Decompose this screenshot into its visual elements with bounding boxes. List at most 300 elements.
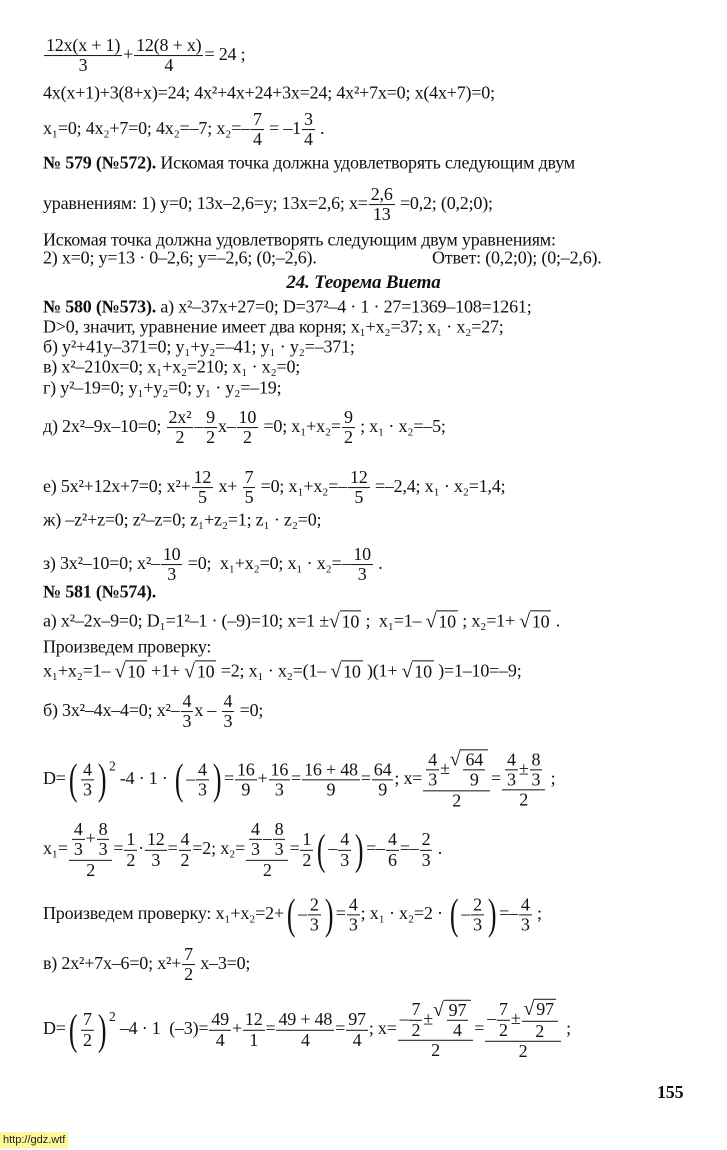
math-text: – [262, 827, 272, 848]
numerator [346, 1010, 368, 1030]
fraction [243, 1010, 265, 1050]
fraction [302, 110, 315, 150]
parenthesized-group [284, 891, 336, 939]
math-text: 97 [448, 999, 467, 1020]
right-paren-icon: ) [97, 1006, 107, 1054]
denominator [497, 1020, 510, 1039]
numerator [502, 750, 545, 791]
math-text: 3 [421, 849, 431, 870]
denominator [426, 770, 439, 789]
math-text: – [298, 903, 307, 924]
math-text: з) 3x²–10=0; x²– [43, 553, 160, 574]
denominator [351, 566, 373, 585]
fraction [69, 820, 113, 880]
radicand [534, 999, 556, 1020]
fraction [351, 545, 373, 585]
math-text: 10 [438, 611, 456, 632]
math-text: 16 [236, 759, 255, 780]
numerator [235, 760, 257, 780]
math-text: 3 [520, 914, 530, 935]
math-text: = [224, 768, 234, 789]
math-text: )(1+ [362, 660, 402, 681]
radical-sign-icon: √ [114, 660, 126, 683]
math-text: = [291, 768, 302, 789]
paren-content [461, 895, 485, 935]
numerator [243, 1010, 265, 1030]
math-text: =2; x₂= [192, 838, 246, 859]
math-text: ± [423, 1007, 433, 1028]
denominator [346, 1031, 368, 1050]
left-paren-icon: ( [68, 1006, 78, 1054]
numerator [347, 895, 360, 915]
math-text: 5 [354, 487, 364, 508]
math-text: ; [546, 768, 556, 789]
numerator [308, 895, 321, 915]
math-text: = [335, 903, 346, 924]
math-text: 3 [507, 769, 516, 790]
math-text: Произведем проверку: [43, 636, 212, 657]
equation-line [43, 749, 555, 810]
math-text: 16 + 48 [304, 759, 358, 780]
square-root [450, 749, 488, 790]
math-text: 97 [348, 1009, 366, 1030]
numerator [302, 110, 315, 130]
denominator [369, 206, 395, 225]
math-text: 4 [340, 829, 350, 850]
denominator [502, 791, 545, 810]
math-text: – [399, 1007, 409, 1028]
math-text: 2 [519, 789, 529, 810]
fraction [426, 750, 439, 790]
math-text: 2 [309, 894, 319, 915]
fraction [192, 468, 214, 508]
numerator [81, 1010, 94, 1030]
math-text: – [487, 1007, 497, 1028]
numerator [167, 408, 194, 428]
fraction [369, 185, 395, 225]
radical-sign-icon: √ [401, 660, 413, 683]
math-text: б) 3x²–4x–4=0; x²– [43, 700, 180, 721]
fraction [182, 945, 195, 985]
numerator [192, 468, 214, 488]
denominator [269, 781, 291, 800]
numerator [204, 408, 217, 428]
denominator [302, 131, 315, 150]
math-text: 9 [343, 407, 353, 428]
math-text: x–3=0; [195, 953, 251, 974]
numerator [369, 185, 395, 205]
page-number: 155 [657, 1082, 684, 1102]
denominator [522, 1021, 558, 1040]
radical-sign-icon: √ [328, 610, 340, 633]
fraction [505, 750, 518, 790]
equation-line [43, 248, 317, 269]
numerator [342, 408, 355, 428]
denominator [372, 781, 394, 800]
math-text: 3 [98, 839, 108, 860]
math-text: 4 [348, 894, 358, 915]
fraction [346, 1010, 368, 1050]
radicand [195, 661, 217, 684]
denominator [235, 781, 257, 800]
fraction [273, 820, 286, 860]
fraction [485, 999, 561, 1061]
math-text: 4x(x+1)+3(8+x)=24; 4x²+4x+24+3x=24; 4x²+7x=0; x(4x+7)=0; [43, 82, 495, 103]
math-text: 49 + 48 [278, 1009, 333, 1030]
denominator [338, 850, 351, 869]
radicand [125, 661, 147, 684]
math-text: 3 [274, 839, 284, 860]
fraction [243, 468, 256, 508]
math-text: . [551, 610, 561, 631]
math-text: 2 [242, 427, 252, 448]
numerator [398, 999, 474, 1041]
left-paren-icon: ( [174, 756, 184, 804]
equation-line [43, 468, 505, 508]
equation-line [43, 692, 263, 732]
math-text: = [491, 768, 501, 789]
math-text: = [167, 838, 178, 859]
math-text: – [461, 903, 471, 924]
math-text: = –1 [264, 118, 301, 139]
denominator [204, 429, 217, 448]
square-root [330, 661, 362, 684]
math-text: = 24 ; [204, 44, 246, 65]
fraction [302, 760, 360, 800]
problem-number: № 581 (№574). [43, 581, 157, 602]
math-text: 4 [251, 818, 260, 839]
fraction [209, 1010, 231, 1050]
parenthesized-group [66, 1006, 116, 1054]
radicand [340, 611, 362, 634]
math-text: 7 [252, 109, 262, 130]
math-text: =–2,4; x₁ · x₂=1,4; [370, 476, 506, 497]
math-text: =0,2; (0,2;0); [395, 193, 493, 214]
left-paren-icon: ( [286, 891, 296, 939]
math-text: ± [440, 757, 450, 778]
math-text: 9 [469, 769, 479, 790]
math-text: 4 [82, 759, 92, 780]
math-text: . [373, 553, 383, 574]
numerator [300, 830, 313, 850]
math-text: . [433, 838, 442, 859]
denominator [72, 840, 85, 859]
math-text: 2 [175, 427, 185, 448]
math-text: 4 [300, 1029, 310, 1050]
fraction [181, 692, 194, 732]
square-root [184, 661, 216, 684]
radical-sign-icon: √ [519, 610, 530, 633]
math-text: 2 [82, 1029, 92, 1050]
numerator [251, 110, 264, 130]
square-root [519, 611, 551, 634]
numerator [302, 760, 360, 780]
left-paren-icon: ( [317, 826, 326, 874]
denominator [420, 851, 433, 870]
radical-sign-icon: √ [184, 660, 195, 683]
math-text: 10 [531, 611, 550, 632]
math-text: 9 [206, 407, 215, 428]
math-text: 3 [182, 711, 192, 732]
fraction [308, 895, 321, 935]
math-text: 3 [151, 849, 161, 870]
paren-content [298, 895, 322, 935]
numerator [505, 750, 518, 770]
math-text: а) x²–37x+27=0; D=37²–4 · 1 · 27=1369–108=1261; [156, 296, 532, 317]
numerator [222, 692, 235, 712]
math-text: ; [561, 1018, 571, 1039]
math-text: 2 [184, 964, 193, 985]
math-text: 9 [326, 779, 336, 800]
math-text: ; x= [368, 1018, 397, 1039]
fraction [338, 830, 351, 870]
denominator [192, 489, 214, 508]
numerator [519, 895, 532, 915]
math-text: =0; [235, 700, 264, 721]
math-text: =– [499, 903, 518, 924]
numerator [351, 545, 373, 565]
denominator [246, 861, 288, 880]
numerator [522, 999, 558, 1022]
math-text: 2 [206, 427, 215, 448]
paren-content [186, 760, 210, 800]
math-text: + [231, 1018, 242, 1039]
math-text: б) y²+41y–371=0; y₁+y₂=–41; y₁ · y₂=–371; [43, 336, 355, 357]
math-text: 4 [388, 829, 397, 850]
math-text: 12 [349, 467, 368, 488]
denominator [409, 1020, 422, 1039]
math-text: 4 [223, 691, 233, 712]
paren-content [80, 760, 95, 800]
math-text: = [113, 838, 124, 859]
parenthesized-group [66, 756, 116, 804]
math-text: 2,6 [370, 184, 393, 205]
equation-line [43, 660, 522, 683]
denominator [463, 771, 485, 790]
math-text: 2x² [168, 407, 192, 428]
square-root [329, 611, 361, 634]
radicand [530, 611, 552, 634]
denominator [447, 1021, 469, 1040]
math-text: 3 [531, 769, 541, 790]
fraction [372, 760, 394, 800]
square-root [524, 999, 556, 1020]
math-text: 4 [164, 55, 174, 76]
math-text: 7 [499, 998, 508, 1019]
fraction [269, 760, 291, 800]
numerator [72, 820, 85, 840]
math-text: 49 [211, 1009, 229, 1030]
problem-number: № 580 (№573). [43, 296, 157, 317]
math-text: 3 [82, 779, 92, 800]
math-text: 9 [241, 779, 251, 800]
math-text: x₁=0; 4x₂+7=0; 4x₂=–7; x₂=– [43, 118, 250, 139]
fraction [447, 1000, 469, 1040]
numerator [182, 945, 195, 965]
denominator [530, 770, 543, 789]
math-text: 12 [244, 1009, 263, 1030]
equation-line [43, 945, 250, 985]
math-text: ± [518, 757, 529, 778]
equation-line [43, 378, 281, 399]
math-text: Ответ: (0,2;0); (0;–2,6). [432, 247, 602, 268]
radical-sign-icon: √ [330, 660, 342, 683]
numerator [386, 830, 399, 850]
fraction [97, 820, 110, 860]
denominator [69, 861, 113, 880]
math-text: Произведем проверку: x₁+x₂=2+ [43, 903, 284, 924]
numerator [372, 760, 394, 780]
math-text: 5 [197, 487, 207, 508]
equation-line [43, 110, 324, 150]
fraction [179, 830, 192, 870]
numerator [196, 760, 209, 780]
equation-line [43, 510, 321, 531]
math-text: 2 [86, 859, 96, 880]
math-text: =0; x₁+x₂=0; x₁ · x₂=– [183, 553, 351, 574]
fraction [81, 760, 94, 800]
math-text: 12 [146, 829, 165, 850]
equation-line [43, 408, 446, 448]
math-text: 1 [302, 829, 312, 850]
radical-sign-icon: √ [449, 748, 461, 771]
math-text: = [335, 1018, 346, 1039]
math-text: 7 [411, 998, 421, 1019]
math-text: 3 [198, 779, 207, 800]
math-text: 3 [348, 914, 358, 935]
math-text: д) 2x²–9x–10=0; [43, 416, 166, 437]
radicand [436, 611, 458, 634]
math-text: 4 [73, 818, 83, 839]
math-text: x– [217, 416, 236, 437]
math-text: 4 [520, 894, 530, 915]
math-text: 7 [244, 467, 254, 488]
math-text: =0; x₁+x₂=– [256, 476, 347, 497]
fraction [81, 1010, 94, 1050]
math-text: ж) –z²+z=0; z²–z=0; z₁+z₂=1; z₁ · z₂=0; [43, 509, 322, 530]
fraction [300, 830, 313, 870]
denominator [347, 916, 360, 935]
math-text: – [328, 838, 338, 859]
fraction [124, 830, 137, 870]
numerator [209, 1010, 231, 1030]
fraction [222, 692, 235, 732]
denominator [134, 57, 203, 76]
numerator [426, 750, 439, 770]
numerator [181, 692, 194, 712]
numerator [276, 1010, 334, 1030]
section-heading: 24. Теорема Виета [286, 272, 441, 293]
fraction [398, 999, 474, 1060]
math-text: 8 [274, 818, 284, 839]
denominator [471, 915, 484, 934]
right-paren-icon: ) [212, 756, 222, 804]
math-text: 8 [98, 818, 108, 839]
math-text: =0; x₁+x₂= [259, 416, 341, 437]
equation-line [43, 83, 495, 104]
square-root [402, 661, 434, 684]
numerator [409, 1000, 422, 1020]
math-text: 4 [215, 1029, 225, 1050]
math-text: Искомая точка должна удовлетворять следующим двум [156, 152, 575, 173]
radicand [460, 749, 488, 790]
equation-line [43, 820, 442, 880]
square-root [426, 611, 458, 634]
math-text: 3 [428, 769, 438, 790]
math-text: 10 [162, 544, 181, 565]
math-text: 2) x=0; y=13 · 0–2,6; y=–2,6; (0;–2,6). [43, 247, 317, 268]
math-text: 2 [499, 1019, 508, 1040]
denominator [222, 713, 235, 732]
problem-579-header [43, 153, 575, 174]
math-text: D= [43, 1018, 66, 1039]
denominator [209, 1031, 231, 1050]
denominator [423, 791, 490, 810]
math-text: 3 [73, 839, 83, 860]
math-text: =– [399, 838, 419, 859]
denominator [273, 840, 286, 859]
radical-sign-icon: √ [432, 998, 444, 1021]
fraction [386, 830, 399, 870]
math-text: 10 [414, 661, 432, 682]
denominator [302, 781, 360, 800]
math-text: x+ [214, 476, 242, 497]
equation-line [43, 36, 245, 76]
math-text: 2 [126, 849, 136, 870]
fraction [423, 749, 490, 810]
math-text: 3 [274, 779, 284, 800]
fraction [348, 468, 370, 508]
denominator [386, 851, 399, 870]
numerator [124, 830, 137, 850]
math-text: =2; x₁ · x₂=(1– [216, 660, 331, 681]
numerator [179, 830, 192, 850]
radicand [412, 661, 434, 684]
numerator [44, 36, 122, 56]
numerator [497, 1000, 510, 1020]
denominator [145, 851, 167, 870]
math-text: 3 [303, 109, 313, 130]
problem-581-header [43, 582, 156, 603]
numerator [69, 820, 113, 861]
right-paren-icon: ) [354, 826, 364, 874]
denominator [81, 780, 94, 799]
fraction [167, 408, 194, 448]
answer-line [432, 248, 602, 269]
math-text: в) 2x²+7x–6=0; x²+ [43, 953, 182, 974]
numerator [237, 408, 259, 428]
denominator [181, 713, 194, 732]
math-text: – [194, 416, 204, 437]
equation-line [43, 337, 355, 358]
math-text: 10 [238, 407, 257, 428]
fraction [204, 408, 217, 448]
math-text: в) x²–210x=0; x₁+x₂=210; x₁ · x₂=0; [43, 356, 301, 377]
exponent: 2 [108, 1008, 116, 1024]
denominator [182, 966, 195, 985]
watermark-link[interactable]: http://gdz.wtf [0, 1132, 68, 1148]
math-text: 10 [127, 661, 145, 682]
fraction [196, 760, 209, 800]
parenthesized-group [447, 891, 499, 939]
math-text: ; x₁=1– [361, 610, 426, 631]
math-text: 3 [78, 55, 88, 76]
equation-line [43, 891, 542, 939]
fraction [145, 830, 167, 870]
fraction [530, 750, 543, 790]
denominator [237, 429, 259, 448]
math-text: + [85, 827, 96, 848]
